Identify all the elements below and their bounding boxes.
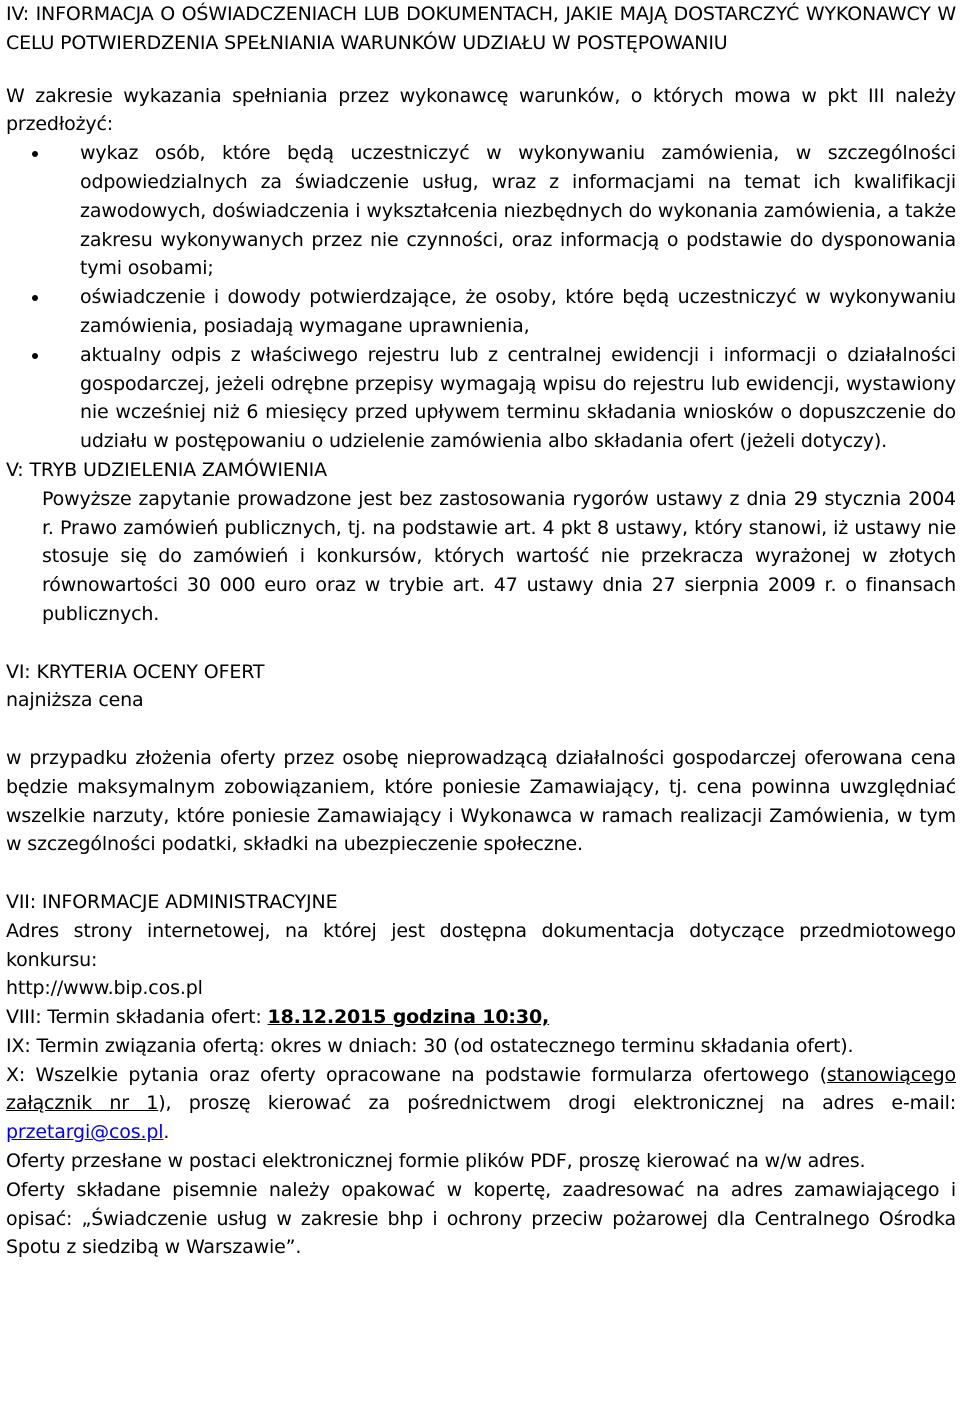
list-item-text: aktualny odpis z właściwego rejestru lub z centralnej ewidencji i informacji o działalności gospodarczej, jeżeli odrębne przepisy wymagają wpisu do rejestru lub ewidencji, wystawiony nie wcześniej niż 6 miesięcy przed upływem terminu składania wniosków o dopuszczenie do udziału w postępowaniu o udzielenie zamówienia albo składania ofert (jeżeli dotyczy). — [80, 343, 956, 453]
attachment-reference: stanowiącego załącznik nr 1 — [6, 1063, 956, 1115]
section-iv-intro: W zakresie wykazania spełniania przez wykonawcę warunków, o których mowa w pkt III należy przedłożyć: — [6, 84, 956, 136]
website-url[interactable]: http://www.bip.cos.pl — [6, 977, 203, 1000]
spacer — [6, 859, 956, 888]
spacer — [6, 58, 956, 82]
section-x-part3: . — [163, 1121, 170, 1144]
section-viii — [6, 1003, 956, 1032]
list-item-text: oświadczenie i dowody potwierdzające, że osoby, które będą uczestniczyć w wykonywaniu zamówienia, posiadają wymagane uprawnienia, — [80, 286, 956, 337]
list-item-text: wykaz osób, które będą uczestniczyć w wykonywaniu zamówienia, w szczególności odpowiedzialnych za świadczenie usług, wraz z informacjami na temat ich kwalifikacji zawodowych, doświadczenia i wykształcenia niezbędnych do wykonania zamówienia, a także zakresu wykonywanych przez nie czynności, oraz informacją o podstawie do dysponowania tymi osobami; — [80, 142, 956, 280]
section-ix: IX: Termin związania ofertą: okres w dniach: 30 (od ostatecznego terminu składania ofert). — [6, 1034, 854, 1057]
section-x-part1: X: Wszelkie pytania oraz oferty opracowane na podstawie formularza ofertowego ( — [6, 1063, 827, 1086]
section-vii-heading: VII: INFORMACJE ADMINISTRACYJNE — [6, 890, 338, 913]
section-vi-body: w przypadku złożenia oferty przez osobę nieprowadzącą działalności gospodarczej oferowana cena będzie maksymalnym zobowiązaniem, które poniesie Zamawiający, tj. cena powinna uwzględniać wszelkie narzuty, które poniesie Zamawiający i Wykonawca w ramach realizacji Zamówienia, w tym w szczególności podatki, składki na ubezpieczenie społeczne. — [6, 746, 956, 856]
bullet-icon — [32, 151, 38, 157]
list-item — [6, 283, 956, 341]
section-vi-heading: VI: KRYTERIA OCENY OFERT — [6, 660, 265, 683]
paper-submission-note: Oferty składane pisemnie należy opakować w kopertę, zaadresować na adres zamawiającego i opisać: „Świadczenie usług w zakresie bhp i ochrony przeciw pożarowej dla Centralnego Ośrodka Spotu z siedzibą w Warszawie”. — [6, 1178, 956, 1259]
document-page — [6, 0, 956, 1262]
section-v-body: Powyższe zapytanie prowadzone jest bez zastosowania rygorów ustawy z dnia 29 stycznia 2004 r. Prawo zamówień publicznych, tj. na podstawie art. 4 pkt 8 ustawy, który stanowi, iż ustawy nie stosuje się do zamówień i konkursów, których wartość nie przekracza wyrażonej w złotych równowartości 30 000 euro oraz w trybie art. 47 ustawy dnia 27 sierpnia 2009 r. o finansach publicznych. — [42, 487, 956, 625]
spacer — [6, 629, 956, 658]
pdf-note: Oferty przesłane w postaci elektronicznej formie plików PDF, proszę kierować na w/w adres. — [6, 1150, 866, 1173]
section-vi-criterion: najniższa cena — [6, 689, 144, 712]
section-x — [6, 1061, 956, 1147]
spacer — [6, 715, 956, 744]
deadline-value: 18.12.2015 godzina 10:30, — [267, 1006, 550, 1029]
bullet-icon — [32, 353, 38, 359]
section-x-part2: ), proszę kierować za pośrednictwem drogi elektronicznej na adres e-mail: — [158, 1092, 956, 1115]
list-item — [6, 139, 956, 283]
section-vii-body: Adres strony internetowej, na której jest dostępna dokumentacja dotyczące przedmiotowego konkursu: — [6, 919, 956, 971]
section-iv-heading: IV: INFORMACJA O OŚWIADCZENIACH LUB DOKUMENTACH, JAKIE MAJĄ DOSTARCZYĆ WYKONAWCY W CELU POTWIERDZENIA SPEŁNIANIA WARUNKÓW UDZIAŁU W POSTĘPOWANIU — [6, 3, 956, 54]
email-link[interactable]: przetargi@cos.pl — [6, 1121, 164, 1144]
required-documents-list — [6, 139, 956, 456]
section-v-heading: V: TRYB UDZIELENIA ZAMÓWIENIA — [6, 458, 327, 481]
list-item — [6, 341, 956, 456]
bullet-icon — [32, 295, 38, 301]
deadline-label: VIII: Termin składania ofert: — [6, 1006, 268, 1029]
